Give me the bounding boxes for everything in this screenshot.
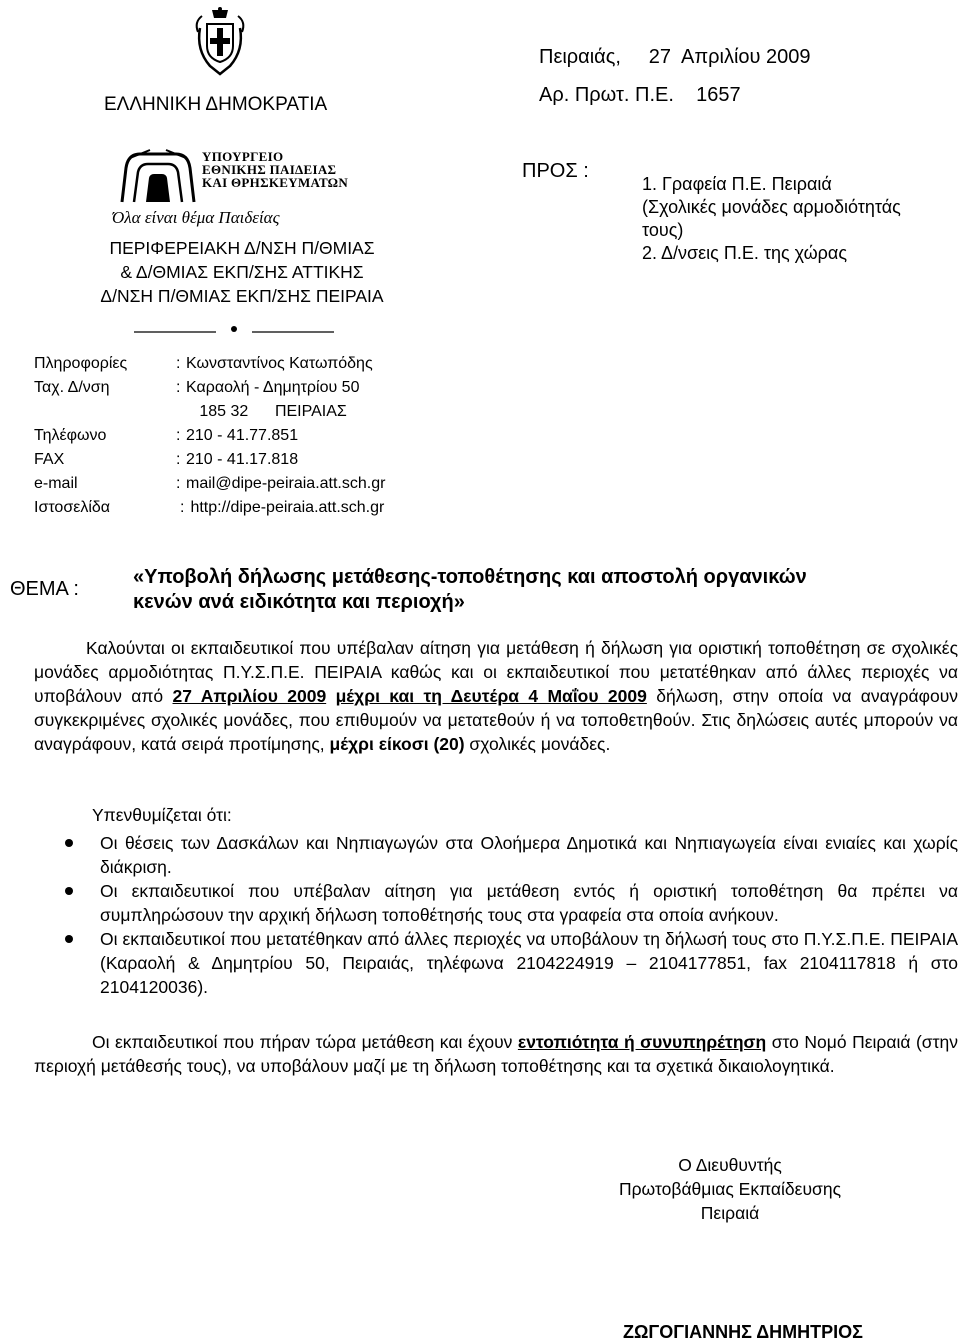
contact-value: 210 - 41.77.851 bbox=[186, 427, 299, 444]
contact-value: 210 - 41.17.818 bbox=[186, 451, 299, 468]
subject-line: κενών ανά ειδικότητα και περιοχή» bbox=[133, 591, 465, 613]
list-item bbox=[60, 927, 958, 999]
list-item-text: Οι θέσεις των Δασκάλων και Νηπιαγωγών στα Ολοήμερα Δημοτικά και Νηπιαγωγεία είναι ενιαίες και χωρίς διάκριση. bbox=[100, 833, 958, 877]
contact-colon: : bbox=[176, 451, 181, 468]
reminder-heading: Υπενθυμίζεται ότι: bbox=[92, 805, 232, 825]
body-text: Καλούνται οι εκπαιδευτικοί που υπέβαλαν αίτηση για μετάθεση ή δήλωση για οριστική τοποθέτηση σε σχολικές μονάδες αρμοδιότητας Π.Υ.Σ.Π.Ε. ΠΕΙΡΑΙΑ καθώς και οι εκπαιδευτικοί που μετατέθηκαν από άλλες περιοχές να υποβάλουν από bbox=[34, 638, 958, 706]
region-block bbox=[42, 236, 442, 308]
recipients-label: ΠΡΟΣ : bbox=[522, 160, 589, 182]
subject-text bbox=[133, 565, 807, 615]
date-until: μέχρι και τη Δευτέρα 4 Μαΐου 2009 bbox=[335, 686, 647, 706]
ministry-slogan: Όλα είναι θέμα Παιδείας bbox=[112, 208, 280, 227]
ministry-logo bbox=[112, 148, 376, 236]
contact-label: Ταχ. Δ/νση bbox=[34, 379, 110, 396]
contact-label: Τηλέφωνο bbox=[34, 427, 107, 444]
region-line: Δ/ΝΣΗ Π/ΘΜΙΑΣ ΕΚΠ/ΣΗΣ ΠΕΙΡΑΙΑ bbox=[100, 286, 384, 306]
contact-label: FAX bbox=[34, 451, 65, 468]
contact-colon: : bbox=[176, 475, 181, 492]
list-item bbox=[60, 879, 958, 927]
ministry-name bbox=[202, 150, 348, 189]
republic-heading: ΕΛΛΗΝΙΚΗ ΔΗΜΟΚΡΑΤΙΑ bbox=[104, 94, 328, 115]
closing-text: στο Νομό Πειραιά (στην περιοχή μετάθεσής τους), να υποβάλουν μαζί με τη δήλωση τοποθέτησης και τα σχετικά δικαιολογητικά. bbox=[34, 1032, 958, 1076]
greek-emblem-icon bbox=[192, 6, 248, 78]
contact-value: 185 32 ΠΕΙΡΑΙΑΣ bbox=[186, 403, 347, 420]
recipient-line: τους) bbox=[642, 220, 684, 240]
protocol-number: Αρ. Πρωτ. Π.Ε. 1657 bbox=[539, 84, 741, 106]
ministry-mark-icon bbox=[116, 148, 200, 206]
website-link[interactable]: http://dipe-peiraia.att.sch.gr bbox=[186, 499, 385, 516]
recipient-line: 1. Γραφεία Π.Ε. Πειραιά bbox=[642, 174, 832, 194]
bullet-icon bbox=[65, 839, 73, 847]
recipient-line: 2. Δ/νσεις Π.Ε. της χώρας bbox=[642, 243, 847, 263]
contact-label: e-mail bbox=[34, 475, 78, 492]
region-line: ΠΕΡΙΦΕΡΕΙΑΚΗ Δ/ΝΣΗ Π/ΘΜΙΑΣ bbox=[109, 238, 375, 258]
contact-colon: : bbox=[176, 379, 181, 396]
subject-label: ΘΕΜΑ : bbox=[10, 578, 79, 600]
contact-colon: : bbox=[176, 355, 181, 372]
recipients-list bbox=[642, 173, 901, 265]
ministry-line: ΥΠΟΥΡΓΕΙΟ bbox=[202, 149, 284, 164]
bullet-icon bbox=[65, 935, 73, 943]
signature-line: Πειραιά bbox=[700, 1203, 760, 1223]
max-schools: μέχρι είκοσι (20) bbox=[329, 734, 465, 754]
contact-colon: : bbox=[176, 427, 181, 444]
signature-line: Πρωτοβάθμιας Εκπαίδευσης bbox=[618, 1179, 842, 1199]
contact-label: Ιστοσελίδα bbox=[34, 499, 111, 516]
body-text: σχολικές μονάδες. bbox=[464, 734, 611, 754]
contact-label: Πληροφορίες bbox=[34, 355, 128, 372]
closing-paragraph bbox=[34, 1030, 958, 1078]
subject-line: «Υποβολή δήλωσης μετάθεσης-τοποθέτησης και αποστολή οργανικών bbox=[133, 566, 807, 588]
place-date: Πειραιάς, 27 Απριλίου 2009 bbox=[539, 46, 811, 68]
signature-block bbox=[600, 1153, 860, 1225]
closing-text: Οι εκπαιδευτικοί που πήραν τώρα μετάθεση και έχουν bbox=[92, 1032, 518, 1052]
email-link[interactable]: mail@dipe-peiraia.att.sch.gr bbox=[186, 475, 386, 492]
divider-ornament bbox=[134, 318, 334, 328]
bullet-icon bbox=[65, 887, 73, 895]
list-item bbox=[60, 831, 958, 879]
ministry-line: ΚΑΙ ΘΡΗΣΚΕΥΜΑΤΩΝ bbox=[202, 175, 349, 190]
contact-value: Καραολή - Δημητρίου 50 bbox=[186, 379, 360, 396]
recipient-line: (Σχολικές μονάδες αρμοδιότητάς bbox=[642, 197, 901, 217]
signature-line: Ο Διευθυντής bbox=[678, 1155, 782, 1175]
list-item-text: Οι εκπαιδευτικοί που υπέβαλαν αίτηση για μετάθεση εντός ή οριστική τοποθέτηση θα πρέπει να συμπληρώσουν την αρχική δήλωση τοποθέτησής τους στα γραφεία στα οποία ανήκουν. bbox=[100, 881, 958, 925]
ministry-line: ΕΘΝΙΚΗΣ ΠΑΙΔΕΙΑΣ bbox=[202, 162, 337, 177]
date-from: 27 Απριλίου 2009 bbox=[172, 686, 327, 706]
region-line: & Δ/ΘΜΙΑΣ ΕΚΠ/ΣΗΣ ΑΤΤΙΚΗΣ bbox=[120, 262, 364, 282]
closing-emphasis: εντοπιότητα ή συνυπηρέτηση bbox=[517, 1032, 767, 1052]
body-text: δήλωση, στην οποία να αναγράφουν συγκεκριμένες σχολικές μονάδες, που επιθυμούν να μετατεθούν ή να τοποθετηθούν. Στις δηλώσεις αυτές μπορούν να αναγράφουν, κατά σειρά προτίμησης, bbox=[34, 686, 959, 754]
list-item-text: Οι εκπαιδευτικοί που μετατέθηκαν από άλλες περιοχές να υποβάλουν τη δήλωσή τους στο Π.Υ.Σ.Π.Ε. ΠΕΙΡΑΙΑ (Καραολή & Δημητρίου 50, Πειραιάς, τηλέφωνα 2104224919 – 2104177851, fax 2104117818 ή στο 2104120036). bbox=[100, 929, 958, 997]
contact-value: Κωνσταντίνος Κατωπόδης bbox=[186, 355, 373, 372]
signatory-name: ΖΩΓΟΓΙΑΝΝΗΣ ΔΗΜΗΤΡΙΟΣ bbox=[623, 1322, 863, 1342]
contact-colon: : bbox=[180, 499, 185, 516]
body-paragraph bbox=[34, 636, 958, 756]
bullet-list bbox=[60, 831, 958, 999]
